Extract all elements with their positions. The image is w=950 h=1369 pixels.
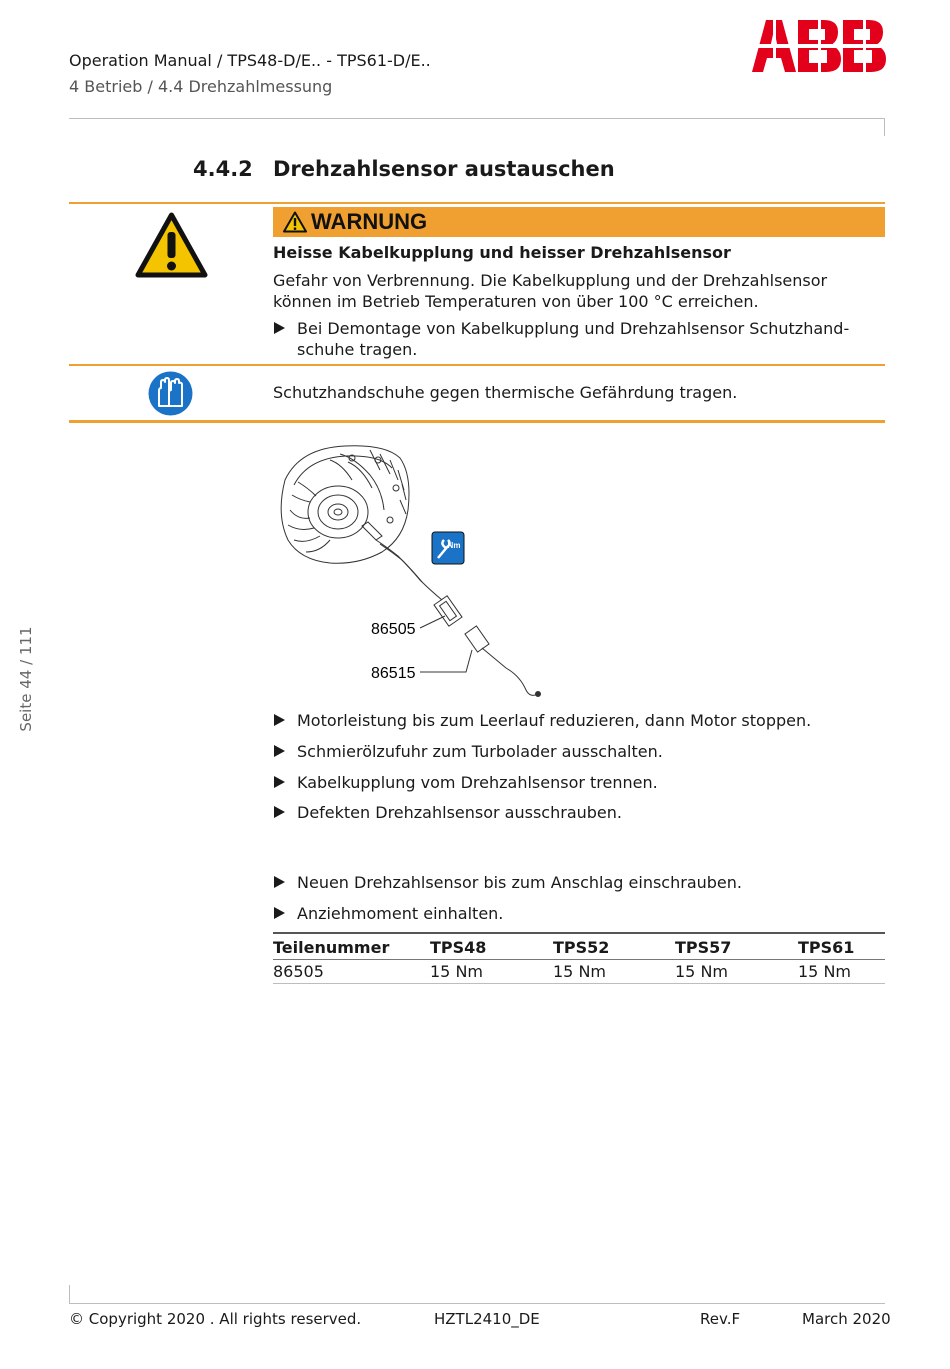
- warning-bottom-rule: [69, 420, 885, 423]
- table-header-row: [273, 933, 885, 960]
- document-title: Operation Manual / TPS48-D/E.. - TPS61-D/E..: [69, 51, 431, 70]
- column-header-tps52: TPS52: [553, 933, 675, 960]
- footer-copyright: © Copyright 2020 . All rights reserved.: [69, 1310, 362, 1328]
- footer-doc-id: HZTL2410_DE: [434, 1310, 540, 1328]
- table-cell: 86505: [273, 960, 430, 984]
- step-item: Kabelkupplung vom Drehzahlsensor trennen.: [297, 773, 658, 792]
- footer-rule: [69, 1303, 885, 1304]
- torque-icon-label: Nm: [447, 541, 461, 550]
- figure-label-86505: 86505: [371, 621, 416, 638]
- warning-label: WARNUNG: [311, 209, 428, 234]
- footer-date: March 2020: [802, 1310, 891, 1328]
- table-cell: 15 Nm: [430, 960, 553, 984]
- header-rule: [69, 118, 885, 119]
- bullet-arrow-icon: [274, 714, 285, 726]
- bullet-arrow-icon: [274, 907, 285, 919]
- warning-triangle-icon: [135, 212, 208, 278]
- bullet-arrow-icon: [274, 745, 285, 757]
- header-tick: [884, 118, 885, 136]
- ppe-top-rule: [69, 364, 885, 366]
- bullet-arrow-icon: [274, 776, 285, 788]
- abb-logo: [752, 20, 886, 72]
- step-item: Defekten Drehzahlsensor ausschrauben.: [297, 803, 622, 822]
- step-item: Motorleistung bis zum Leerlauf reduzieren, dann Motor stoppen.: [297, 711, 812, 730]
- step-item: Anziehmoment einhalten.: [297, 904, 504, 923]
- table-cell: 15 Nm: [798, 960, 885, 984]
- bullet-arrow-icon: [274, 876, 285, 888]
- page-number: Seite 44 / 111: [17, 626, 35, 732]
- ppe-text: Schutzhandschuhe gegen thermische Gefährdung tragen.: [273, 383, 738, 402]
- warning-top-rule: [69, 202, 885, 204]
- warning-action-line-2: schuhe tragen.: [297, 340, 418, 359]
- torque-wrench-icon: [432, 532, 464, 564]
- step-item: Neuen Drehzahlsensor bis zum Anschlag einschrauben.: [297, 873, 742, 892]
- warning-action-line-1: Bei Demontage von Kabelkupplung und Drehzahlsensor Schutzhand-: [297, 319, 850, 338]
- section-title: Drehzahlsensor austauschen: [273, 157, 615, 181]
- breadcrumb: 4 Betrieb / 4.4 Drehzahlmessung: [69, 77, 333, 96]
- column-header-tps57: TPS57: [675, 933, 798, 960]
- bullet-arrow-icon: [274, 806, 285, 818]
- bullet-arrow-icon: [274, 322, 285, 334]
- warning-text-line-1: Gefahr von Verbrennung. Die Kabelkupplung und der Drehzahlsensor: [273, 271, 828, 290]
- section-number: 4.4.2: [193, 157, 253, 181]
- column-header-part-number: Teilenummer: [273, 933, 430, 960]
- table-cell: 15 Nm: [553, 960, 675, 984]
- torque-table: [273, 932, 885, 984]
- step-item: Schmierölzufuhr zum Turbolader ausschalten.: [297, 742, 663, 761]
- footer-tick: [69, 1285, 70, 1303]
- figure-label-86515: 86515: [371, 665, 416, 682]
- warning-heading: Heisse Kabelkupplung und heisser Drehzahlsensor: [273, 243, 731, 262]
- warning-small-icon: [283, 211, 307, 233]
- footer-revision: Rev.F: [700, 1310, 741, 1328]
- table-row: [273, 960, 885, 984]
- speed-sensor-figure: [270, 440, 550, 710]
- protective-gloves-icon: [148, 371, 193, 416]
- warning-text-line-2: können im Betrieb Temperaturen von über 100 °C erreichen.: [273, 292, 759, 311]
- column-header-tps48: TPS48: [430, 933, 553, 960]
- table-cell: 15 Nm: [675, 960, 798, 984]
- column-header-tps61: TPS61: [798, 933, 885, 960]
